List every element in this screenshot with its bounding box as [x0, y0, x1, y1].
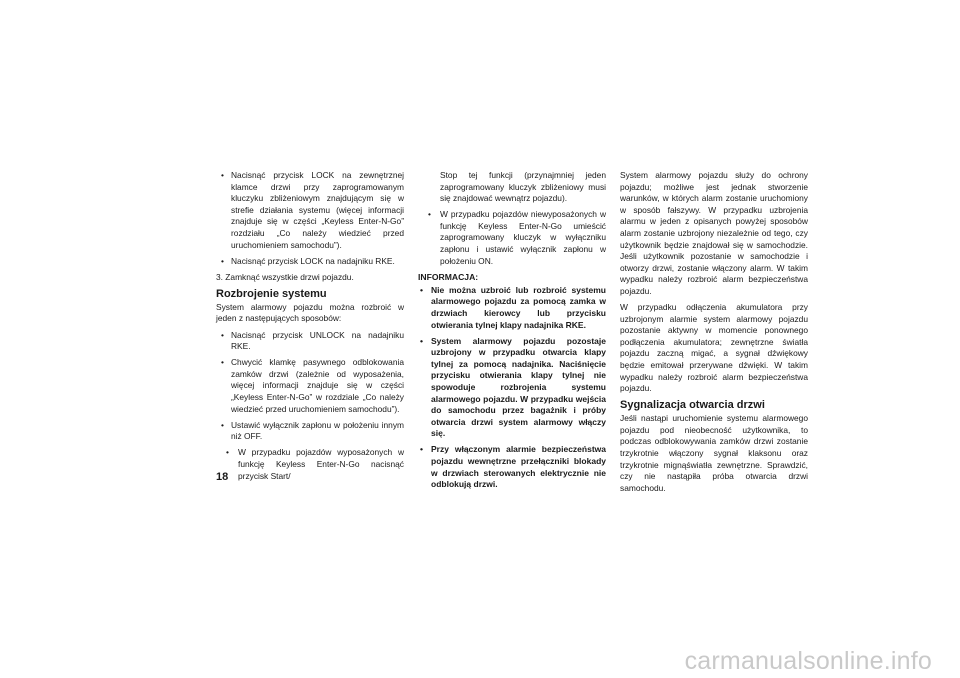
heading-disarm-system: Rozbrojenie systemu [216, 287, 327, 300]
column-left [216, 170, 404, 487]
note-bullet-door-lock: • Nie można uzbroić lub rozbroić systemu alarmowego pojazdu za pomocą zamka w drzwiach kierowcy lub przycisku otwierania tylnej klapy nadajnika RKE. [418, 285, 606, 331]
heading-tamper-alert: Sygnalizacja otwarcia drzwi [620, 399, 765, 412]
subbullet-keyless-start-continued: Stop tej funkcji (przynajmniej jeden zaprogramowany kluczyk zbliżeniowy musi się znajdować wewnątrz pojazdu). [440, 170, 606, 204]
note-heading: INFORMACJA: [418, 271, 479, 282]
bullet-ignition-not-off: • Ustawić wyłącznik zapłonu w położeniu innym niż OFF. [216, 420, 404, 443]
bullet-lock-door-handle: • Nacisnąć przycisk LOCK na zewnętrznej klamce drzwi przy zaprogramowanym kluczyku zbliżeniowym znajdującym się w strefie działania systemu (więcej informacji znajduje się w części „Keyless Enter-N-Go” rozdziału „Co należy wiedzieć przed uruchomieniem samochodu”). [216, 170, 404, 251]
subbullet-keyless-start: • W przypadku pojazdów wyposażonych w funkcję Keyless Enter-N-Go nacisnąć przycisk Start/ [216, 447, 404, 482]
page-number: 18 [216, 471, 229, 483]
note-bullet-tailgate: • System alarmowy pojazdu pozostaje uzbrojony w przypadku otwarcia klapy tylnej za pomocą nadajnika. Naciśnięcie przycisku otwierania klapy tylnej nie spowoduje rozbrojenia systemu alarmowego pojazdu. W przypadku wejścia do samochodu przez bagażnik i próby otwarcia drzwi system alarmowy włączy się. [418, 336, 606, 440]
bullet-passive-unlock: • Chwycić klamkę pasywnego odblokowania zamków drzwi (zależnie od wyposażenia, więcej informacji znajduje się w części „Keyless Enter-N-Go” w rozdziale „Co należy wiedzieć przed uruchomieniem samochodu”). [216, 357, 404, 415]
step-close-doors: 3. Zamknąć wszystkie drzwi pojazdu. [216, 271, 354, 282]
watermark: carmanualsonline.info [684, 647, 932, 675]
subbullet-no-keyless: • W przypadku pojazdów niewyposażonych w funkcję Keyless Enter-N-Go umieścić zaprogramowany kluczyk w wyłączniku zapłonu i ustawić wyłącznik zapłonu w położeniu ON. [418, 209, 606, 267]
paragraph-battery-disconnect: W przypadku odłączenia akumulatora przy uzbrojonym alarmie system alarmowy pojazdu pozostanie aktywny w momencie ponownego podłączenia akumulatora; zewnętrzne światła pojazdu zaczną migać, a sygnał dźwiękowy będzie emitował przerywane dźwięki. W takim wypadku należy rozbroić alarm bezpieczeństwa pojazdu. [620, 302, 808, 394]
column-right [620, 170, 808, 499]
bullet-unlock-rke: • Nacisnąć przycisk UNLOCK na nadajniku RKE. [216, 330, 404, 353]
bullet-lock-rke: • Nacisnąć przycisk LOCK na nadajniku RKE. [216, 256, 404, 268]
note-bullet-power-locks: • Przy włączonym alarmie bezpieczeństwa pojazdu wewnętrzne przełączniki blokady w drzwiach sterowanych elektrycznie nie odblokują drzwi. [418, 444, 606, 490]
disarm-intro: System alarmowy pojazdu można rozbroić w jeden z następujących sposobów: [216, 301, 404, 324]
paragraph-tamper-alert: Jeśli nastąpi uruchomienie systemu alarmowego pojazdu pod nieobecność użytkownika, to podczas odblokowywania zamków drzwi zostanie trzykrotnie włączony sygnał klaksonu oraz trzykrotnie mignąświatła zewnętrzne. Sprawdzić, czy nie nastąpiła próba otwarcia drzwi samochodu. [620, 413, 808, 493]
paragraph-false-alarm: System alarmowy pojazdu służy do ochrony pojazdu; możliwe jest jednak stworzenie warunków, w których alarm zostanie uruchomiony w sposób fałszywy. W przypadku uzbrojenia alarmu w jeden z opisanych powyżej sposobów alarm zostanie uzbrojony niezależnie od tego, czy użytkownik będzie znajdował się w samochodzie. Jeśli użytkownik pozostanie w samochodzie i otworzy drzwi, zostanie włączony alarm. W takim wypadku należy rozbroić alarm bezpieczeństwa pojazdu. [620, 170, 808, 296]
column-middle [418, 170, 606, 495]
